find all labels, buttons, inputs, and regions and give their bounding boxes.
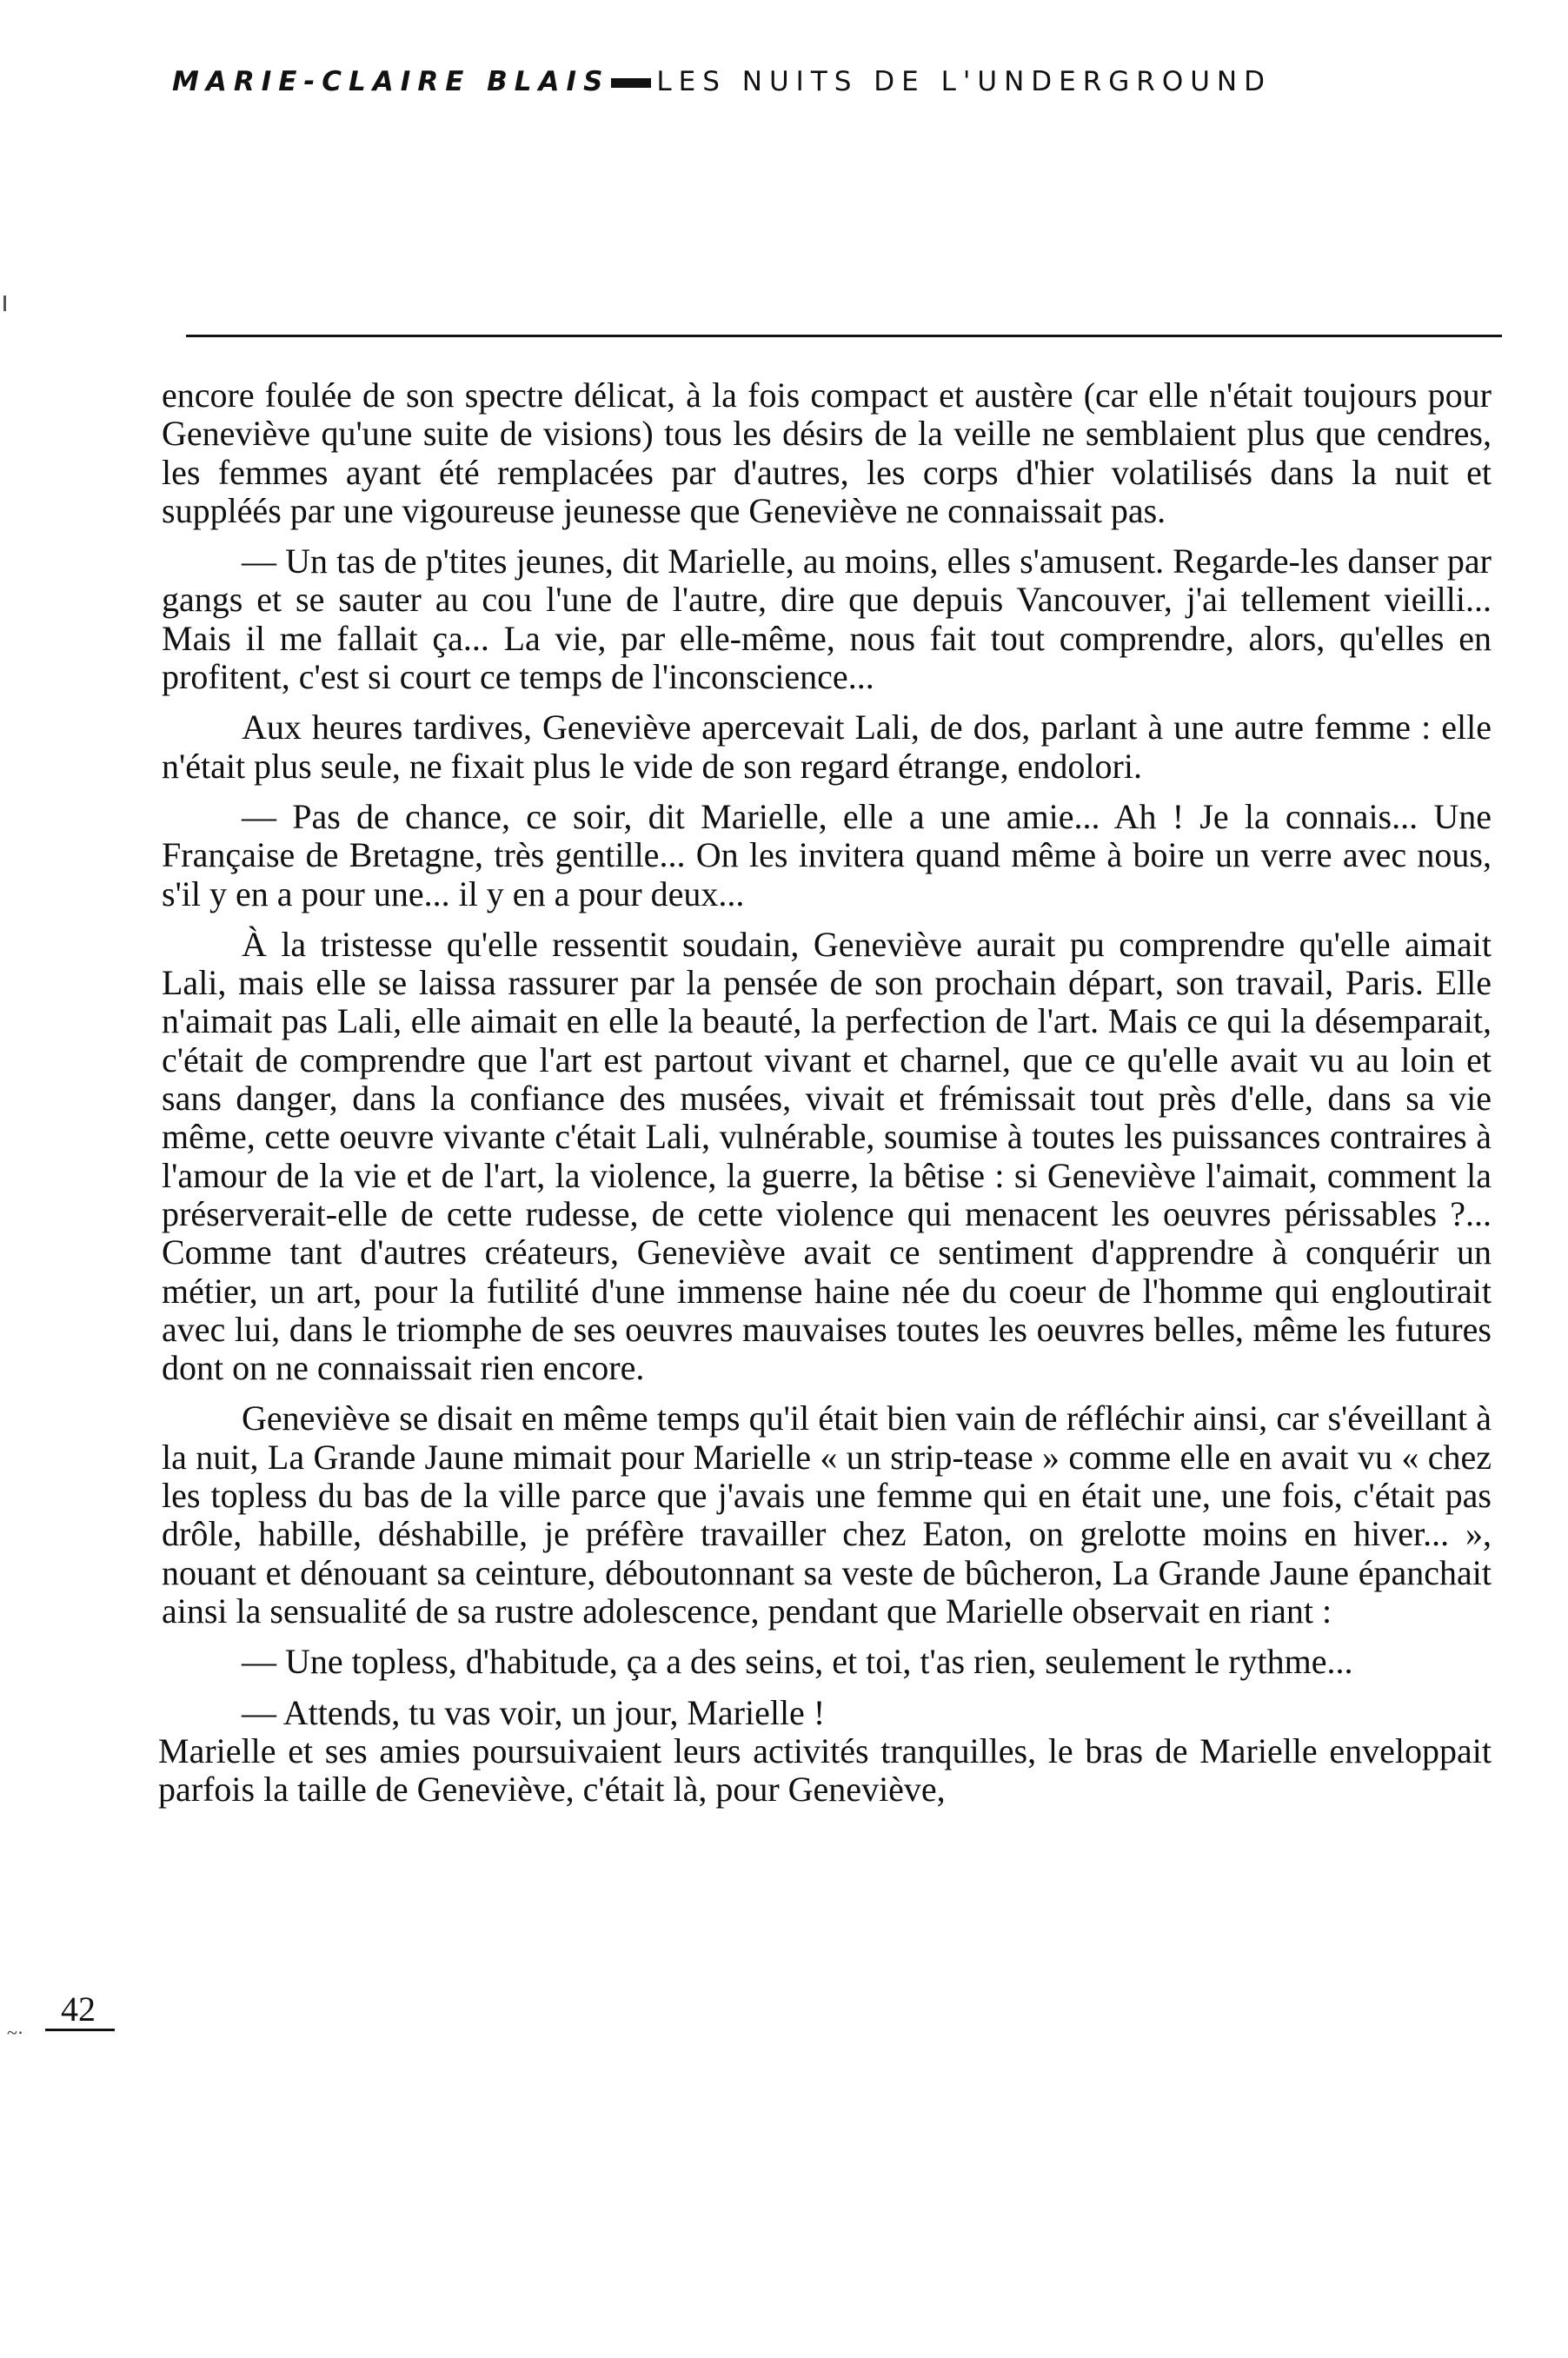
paragraph-dialogue-attends: — Attends, tu vas voir, un jour, Marielle ! [242,1692,826,1732]
paragraph-dialogue-marielle-1: — Un tas de p'tites jeunes, dit Marielle, au moins, elles s'amusent. Regarde-les danser par gangs et se sauter au cou l'une de l'autre, dire que depuis Vancouver, j'ai tellement vieilli... Mais il me fallait ça... La vie, par elle-même, nous fait tout comprendre, alors, qu'elles en profitent, c'est si court ce temps de l'inconscience... [162,541,1492,697]
paragraph-final: Marielle et ses amies poursuivaient leurs activités tranquilles, le bras de Marielle enveloppait parfois la taille de Geneviève, c'était là, pour Geneviève, [158,1730,1492,1810]
paragraph-dialogue-topless: — Une topless, d'habitude, ça a des seins, et toi, t'as rien, seulement le rythme... [242,1642,1353,1682]
header-rule [186,335,1502,337]
paragraph-lali: Aux heures tardives, Geneviève apercevait Lali, de dos, parlant à une autre femme : elle n'était plus seule, ne fixait plus le vide de son regard étrange, endolori. [162,707,1492,786]
paragraph-dialogue-marielle-2: — Pas de chance, ce soir, dit Marielle, elle a une amie... Ah ! Je la connais... Une Française de Bretagne, très gentille... On les invitera quand même à boire un verre avec nous, s'il y en a pour une... il y en a pour deux... [162,796,1492,913]
paragraph-grande-jaune: Geneviève se disait en même temps qu'il était bien vain de réfléchir ainsi, car s'éveillant à la nuit, La Grande Jaune mimait pour Marielle « un strip-tease » comme elle en avait vu « chez les topless du bas de la ville parce que j'avais une femme qui en était une, une fois, c'était pas drôle, habille, déshabille, je préfère travailler chez Eaton, on grelotte moins en hiver... », nouant et dénouant sa ceinture, déboutonnant sa veste de bûcheron, La Grande Jaune épanchait ainsi la sensualité de sa rustre adolescence, pendant que Marielle observait en riant : [162,1398,1492,1631]
paragraph-continuation: encore foulée de son spectre délicat, à la fois compact et austère (car elle n'était toujours pour Geneviève qu'une suite de visions) tous les désirs de la veille ne semblaient plus que cendres, les femmes ayant été remplacées par d'autres, les corps d'hier volatilisés dans la nuit et suppléés par une vigoureuse jeunesse que Geneviève ne connaissait pas. [162,375,1492,530]
margin-scribble: ~· [7,2022,24,2043]
page-number: 42 [61,1989,96,2029]
header-book-title: LES NUITS DE L'UNDERGROUND [656,66,1272,97]
paragraph-tristesse: À la tristesse qu'elle ressentit soudain, Geneviève aurait pu comprendre qu'elle aimait Lali, mais elle se laissa rassurer par la pensée de son prochain départ, son travail, Paris. Elle n'aimait pas Lali, elle aimait en elle la beauté, la perfection de l'art. Mais ce qui la désemparait, c'était de comprendre que l'art est partout vivant et charnel, que ce qu'elle avait vu au loin et sans danger, dans la confiance des musées, vivait et frémissait tout près d'elle, dans sa vie même, cette oeuvre vivante c'était Lali, vulnérable, soumise à toutes les puissances contraires à l'amour de la vie et de l'art, la violence, la guerre, la bêtise : si Geneviève l'aimait, comment la préserverait-elle de cette rudesse, de cette violence qui menacent les oeuvres périssables ?... Comme tant d'autres créateurs, Geneviève avait ce sentiment d'apprendre à conquérir un métier, un art, pour la futilité d'une immense haine née du coeur de l'homme qui engloutirait avec lui, dans le triomphe de ses oeuvres mauvaises toutes les oeuvres belles, même les futures dont on ne connaissait rien encore. [162,924,1492,1388]
header-separator-bar [611,78,651,88]
page-number-rule [45,2029,115,2031]
header-author: MARIE-CLAIRE BLAIS [172,66,610,97]
body-text [158,375,1492,1810]
margin-mark [3,296,6,311]
running-header [172,66,1272,97]
